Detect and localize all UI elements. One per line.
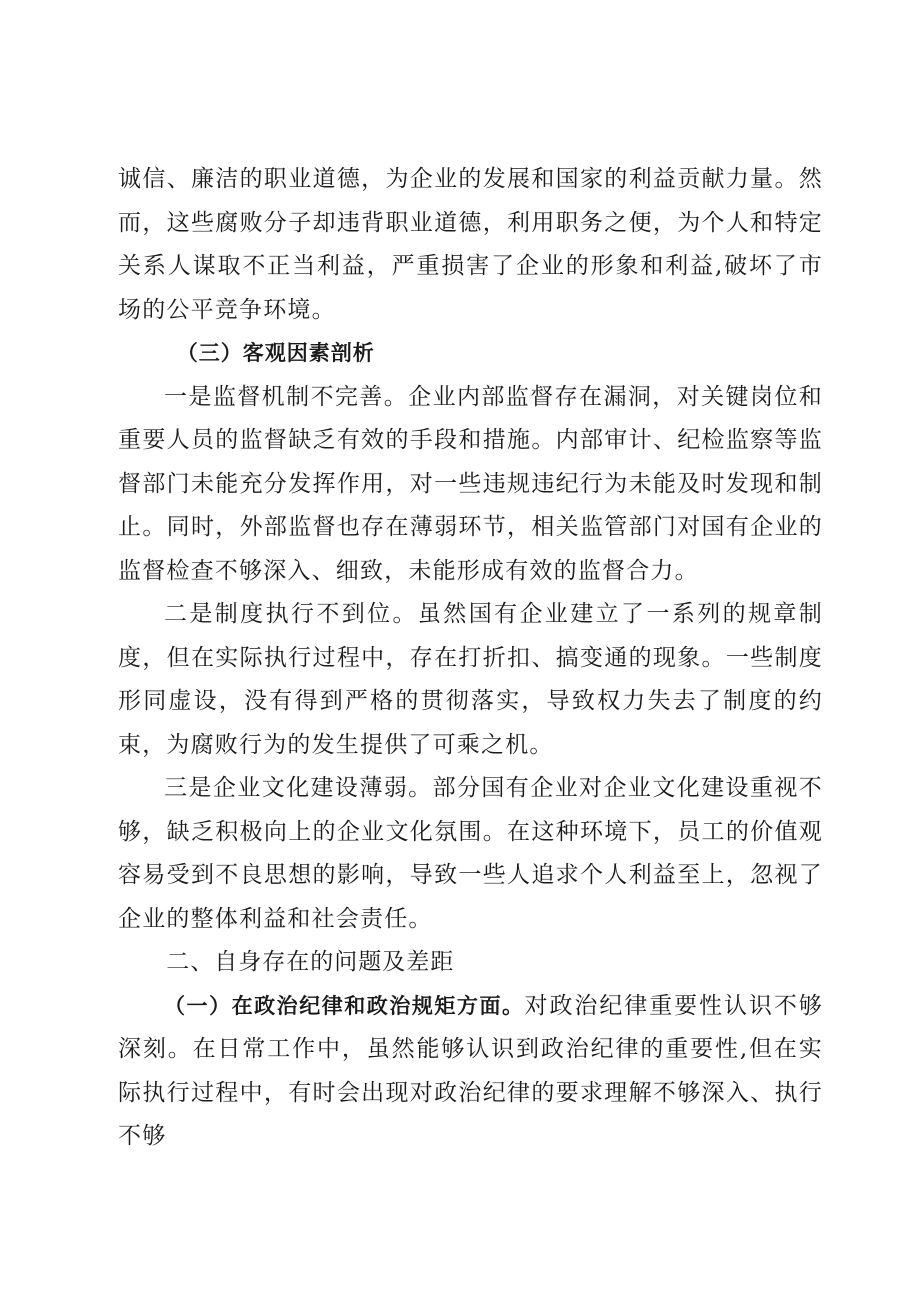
paragraph-system-execution: 二是制度执行不到位。虽然国有企业建立了一系列的规章制度，但在实际执行过程中，存在打折扣、搞变通的现象。一些制度形同虚设，没有得到严格的贯彻落实，导致权力失去了制度的约束，为腐败行为的发生提供了可乘之机。 [118, 601, 823, 758]
paragraph-body-text: 对政治纪律重要性认识不够深刻。在日常工作中，虽然能够认识到政治纪律的重要性,但在实际执行过程中，有时会出现对政治纪律的要求理解不够深入、执行不够 [118, 992, 823, 1149]
paragraph-corporate-culture: 三是企业文化建设薄弱。部分国有企业对企业文化建设重视不够，缺乏积极向上的企业文化氛围。在这种环境下，员工的价值观容易受到不良思想的影响，导致一些人追求个人利益至上，忽视了企业的整体利益和社会责任。 [118, 775, 823, 932]
paragraph-lead-heading: （一）在政治纪律和政治规矩方面。 [164, 993, 525, 1018]
paragraph-continuation: 诚信、廉洁的职业道德，为企业的发展和国家的利益贡献力量。然而，这些腐败分子却违背职业道德，利用职务之便，为个人和特定关系人谋取不正当利益，严重损害了企业的形象和利益,破坏了市场的公平竞争环境。 [118, 166, 823, 323]
paragraph-supervision-mechanism: 一是监督机制不完善。企业内部监督存在漏洞，对关键岗位和重要人员的监督缺乏有效的手段和措施。内部审计、纪检监察等监督部门未能充分发挥作用，对一些违规违纪行为未能及时发现和制止。同时，外部监督也存在薄弱环节，相关监管部门对国有企业的监督检查不够深入、细致，未能形成有效的监督合力。 [118, 383, 823, 584]
document-body [118, 158, 823, 1159]
section-heading-own-problems: 二、自身存在的问题及差距 [166, 949, 455, 975]
subsection-heading-objective-factors: （三）客观因素剖析 [176, 341, 375, 365]
paragraph-political-discipline [118, 985, 823, 1159]
